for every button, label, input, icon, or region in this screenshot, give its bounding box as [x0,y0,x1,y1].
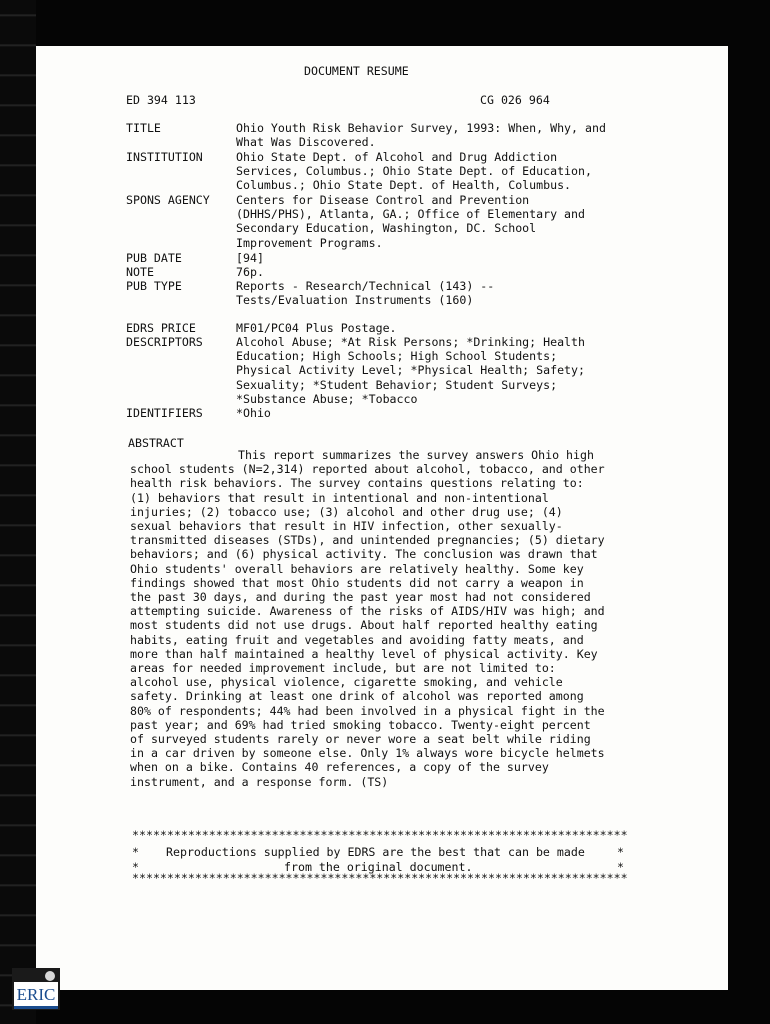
eric-logo-icon [12,968,60,1010]
field-label: EDRS PRICE [126,321,196,335]
field-value: [94] [236,251,264,265]
ed-number: ED 394 113 [126,93,196,107]
field-edrs-price [126,321,646,335]
footer-star: * [617,860,624,874]
field-value: MF01/PC04 Plus Postage. [236,321,397,335]
field-title [126,121,646,149]
field-value: Reports - Research/Technical (143) -- Tests/Evaluation Instruments (160) [236,279,495,308]
footer-star: * [132,845,139,859]
field-spons-agency [126,193,646,250]
field-identifiers [126,406,646,420]
field-label: PUB DATE [126,251,182,265]
scan-edge [0,0,36,1024]
footer-star-border-top: *********************************************************************** [132,828,628,842]
footer-star: * [132,860,139,874]
document-page [36,46,728,990]
field-descriptors [126,335,646,406]
field-label: TITLE [126,121,161,135]
footer-text-1: Reproductions supplied by EDRS are the best that can be made [166,845,585,859]
field-value: Ohio Youth Risk Behavior Survey, 1993: When, Why, and What Was Discovered. [236,121,606,150]
abstract-text: This report summarizes the survey answers Ohio high school students (N=2,314) reported about alcohol, tobacco, and other health risk behaviors. The survey contains questions relating to: (1) behaviors that result in intentional and non-intentional injuries; (2) tobacco use; (3) alcohol and other drug use; (4) sexual behaviors that result in HIV infection, other sexually-transmitted diseases (STDs), and unintended pregnancies; (5) dietary behaviors; and (6) physical activity. The conclusion was drawn that Ohio students' overall behaviors are relatively healthy. Some key findings showed that most Ohio students did not carry a weapon in the past 30 days, and during the past year most had not considered attempting suicide. Awareness of the risks of AIDS/HIV was high; and most students did not use drugs. About half reported healthy eating habits, eating fruit and vegetables and avoiding fatty meats, and more than half maintained a healthy level of physical activity. Key areas for needed improvement include, but are not limited to: alcohol use, physical violence, cigarette smoking, and vehicle safety. Drinking at least one drink of alcohol was reported among 80% of respondents; 44% had been involved in a physical fight in the past year; and 69% had tried smoking tobacco. Twenty-eight percent of surveyed students rarely or never wore a seat belt while riding in a car driven by someone else. Only 1% always wore bicycle helmets when on a bike. Contains 40 references, a copy of the survey instrument, and a response form. (TS) [130,448,605,789]
footer-text-2: from the original document. [284,860,473,874]
field-label: NOTE [126,265,154,279]
document-title: DOCUMENT RESUME [304,64,409,78]
cg-number: CG 026 964 [480,93,550,107]
footer-star-border-bottom: *********************************************************************** [132,871,628,885]
field-value: Ohio State Dept. of Alcohol and Drug Addiction Services, Columbus.; Ohio State Dept. of Education, Columbus.; Ohio State Dept. of Health, Columbus. [236,150,592,193]
field-value: 76p. [236,265,264,279]
field-label: SPONS AGENCY [126,193,210,207]
eric-logo-text: ERIC [16,985,56,1004]
field-label: IDENTIFIERS [126,406,203,420]
field-value: *Ohio [236,406,271,420]
field-label: PUB TYPE [126,279,182,293]
abstract-label: ABSTRACT [128,436,184,450]
field-label: DESCRIPTORS [126,335,203,349]
field-value: Alcohol Abuse; *At Risk Persons; *Drinking; Health Education; High Schools; High School Students; Physical Activity Level; *Physical Health; Safety; Sexuality; *Student Behavior; Student Surveys; *Substance Abuse; *Tobacco [236,335,586,406]
footer-star: * [617,845,624,859]
field-value: Centers for Disease Control and Prevention (DHHS/PHS), Atlanta, GA.; Office of Elementary and Secondary Education, Washington, DC. School Improvement Programs. [236,193,586,250]
field-note [126,265,646,279]
field-label: INSTITUTION [126,150,203,164]
field-pub-type [126,279,646,307]
field-pub-date [126,251,646,265]
field-institution [126,150,646,193]
